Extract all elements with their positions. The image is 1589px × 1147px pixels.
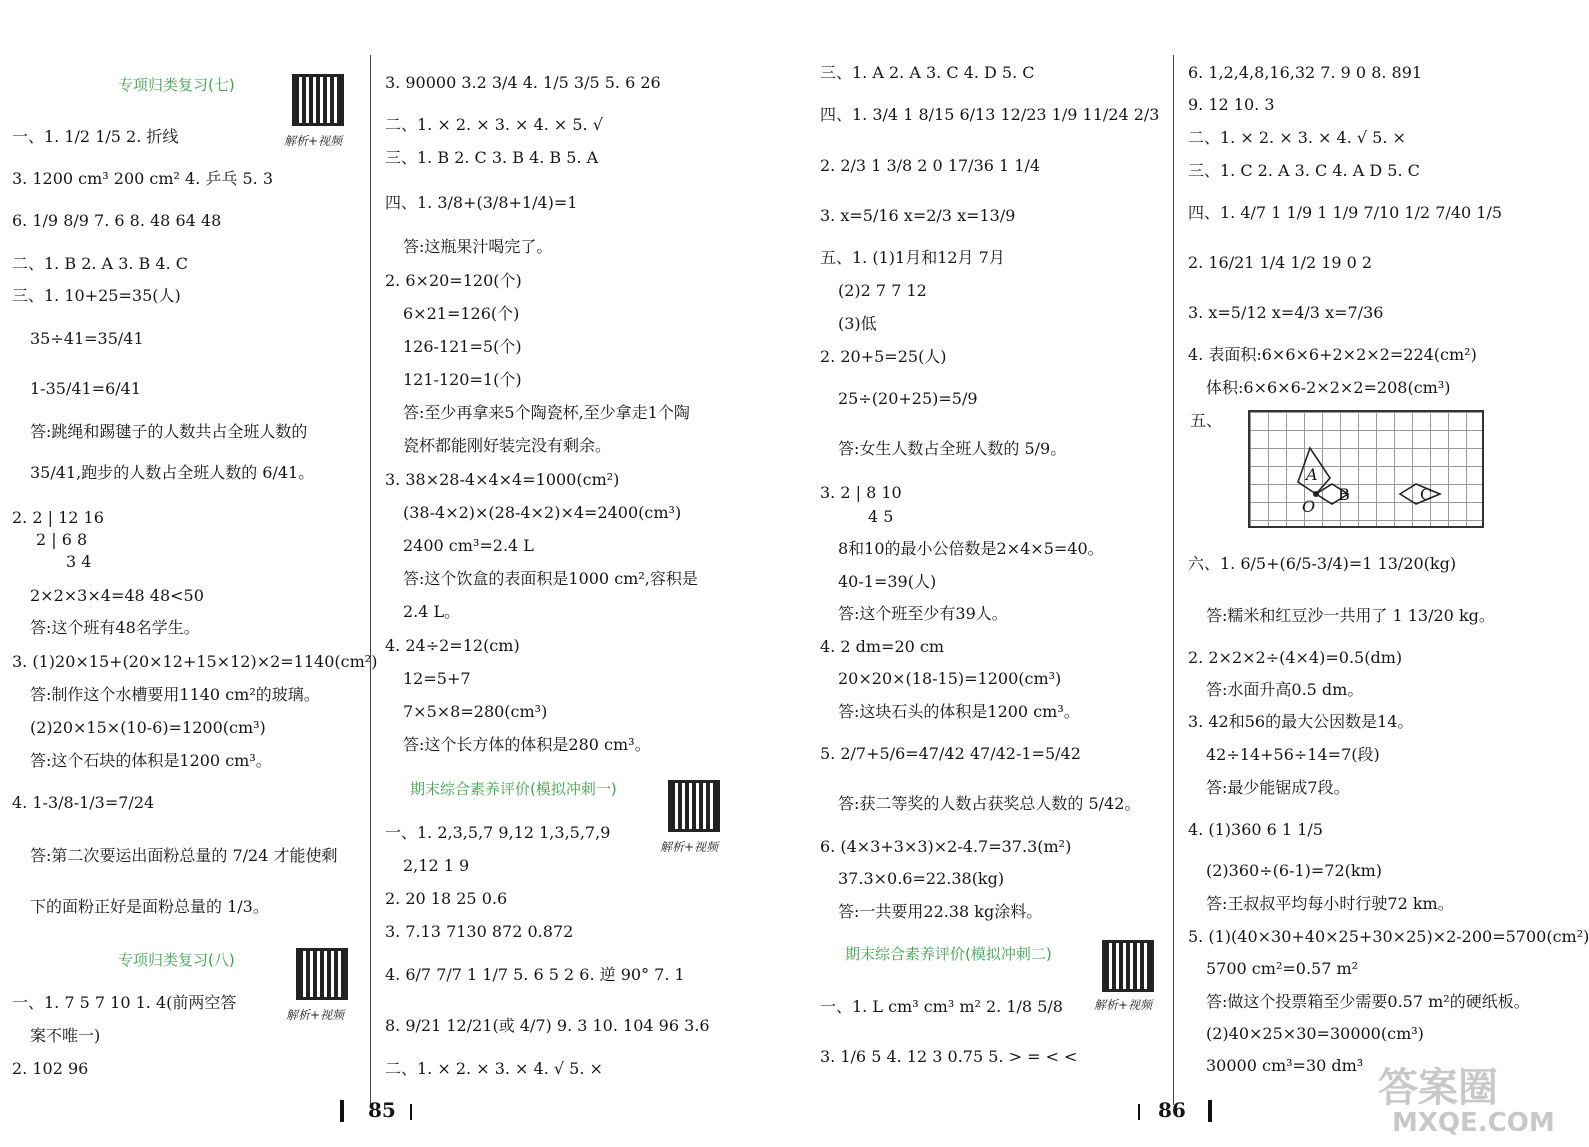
answer-line: 2,12 1 9 bbox=[403, 856, 470, 875]
answer-line: 三、1. C 2. A 3. C 4. A D 5. C bbox=[1188, 161, 1420, 180]
answer-line: 3. 42和56的最大公因数是14。 bbox=[1188, 712, 1414, 731]
answer-line: 四、1. 3/4 1 8/15 6/13 12/23 1/9 11/24 2/3 bbox=[820, 105, 1160, 124]
answer-line: 8. 9/21 12/21(或 4/7) 9. 3 10. 104 96 3.6 bbox=[385, 1016, 710, 1035]
answer-line: 4. 表面积:6×6×6+2×2×2=224(cm²) bbox=[1188, 345, 1477, 364]
answer-line: 42÷14+56÷14=7(段) bbox=[1206, 745, 1380, 764]
qr-code-icon bbox=[296, 948, 348, 1000]
answer-line: 4. 24÷2=12(cm) bbox=[385, 636, 520, 655]
answer-line: 三、1. B 2. C 3. B 4. B 5. A bbox=[385, 148, 599, 167]
answer-line: 答:这块石头的体积是1200 cm³。 bbox=[838, 702, 1080, 721]
answer-line: 3. 38×28-4×4×4=1000(cm²) bbox=[385, 470, 620, 489]
answer-line: 答:女生人数占全班人数的 5/9。 bbox=[838, 439, 1067, 458]
watermark-url: MXQE.COM bbox=[1392, 1108, 1555, 1138]
figure-label-c: C bbox=[1420, 485, 1433, 504]
answer-line: 答:至少再拿来5个陶瓷杯,至少拿走1个陶 bbox=[403, 403, 690, 422]
answer-line: 答:获二等奖的人数占获奖总人数的 5/42。 bbox=[838, 794, 1141, 813]
answer-line: 8和10的最小公倍数是2×4×5=40。 bbox=[838, 539, 1104, 558]
answer-line: 答:跳绳和踢毽子的人数共占全班人数的 bbox=[30, 422, 308, 441]
answer-line: 答:糯米和红豆沙一共用了 1 13/20 kg。 bbox=[1206, 606, 1495, 625]
answer-line: 答:这个班至少有39人。 bbox=[838, 604, 1008, 623]
answer-line: 4. 6/7 7/7 1 1/7 5. 6 5 2 6. 逆 90° 7. 1 bbox=[385, 965, 685, 984]
column-divider bbox=[1173, 55, 1174, 1105]
answer-line: 6. 1,2,4,8,16,32 7. 9 0 8. 891 bbox=[1188, 63, 1423, 82]
answer-line: 5700 cm²=0.57 m² bbox=[1206, 959, 1359, 978]
answer-line: 4 5 bbox=[868, 507, 894, 526]
answer-line: 一、1. L cm³ cm³ m² 2. 1/8 5/8 bbox=[820, 997, 1063, 1016]
qr-caption: 解析+视频 bbox=[660, 840, 719, 854]
answer-line: 25÷(20+25)=5/9 bbox=[838, 389, 978, 408]
answer-line: 一、1. 1/2 1/5 2. 折线 bbox=[12, 127, 179, 146]
answer-line: 二、1. B 2. A 3. B 4. C bbox=[12, 254, 188, 273]
answer-line: 126-121=5(个) bbox=[403, 337, 522, 356]
section-heading: 专项归类复习(八) bbox=[118, 951, 235, 969]
answer-line: 2×2×3×4=48 48<50 bbox=[30, 586, 204, 605]
answer-line: 2 | 6 8 bbox=[36, 530, 88, 549]
answer-line: 四、1. 3/8+(3/8+1/4)=1 bbox=[385, 193, 578, 212]
figure-label-a: A bbox=[1306, 465, 1318, 484]
answer-line: 案不唯一) bbox=[30, 1026, 101, 1045]
answer-line: 2400 cm³=2.4 L bbox=[403, 536, 534, 555]
answer-line: 3. 1200 cm³ 200 cm² 4. 乒乓 5. 3 bbox=[12, 169, 274, 188]
section-heading: 专项归类复习(七) bbox=[118, 76, 235, 94]
figure-label-b: B bbox=[1338, 485, 1350, 504]
answer-line: 答:这瓶果汁喝完了。 bbox=[403, 237, 553, 256]
page-number-left: 85 bbox=[368, 1098, 396, 1122]
answer-line: 9. 12 10. 3 bbox=[1188, 95, 1275, 114]
answer-line: 五、 bbox=[1190, 411, 1223, 430]
qr-caption: 解析+视频 bbox=[1094, 998, 1153, 1012]
answer-line: (38-4×2)×(28-4×2)×4=2400(cm³) bbox=[403, 503, 682, 522]
answer-line: 答:一共要用22.38 kg涂料。 bbox=[838, 902, 1043, 921]
answer-line: 3. (1)20×15+(20×12+15×12)×2=1140(cm²) bbox=[12, 652, 378, 671]
section-heading: 期末综合素养评价(模拟冲刺二) bbox=[845, 945, 1052, 963]
answer-line: (2)2 7 7 12 bbox=[838, 281, 927, 300]
answer-line: 二、1. × 2. × 3. × 4. √ 5. × bbox=[385, 1059, 603, 1078]
figure-label-o: O bbox=[1302, 497, 1316, 516]
qr-code-icon bbox=[292, 74, 344, 126]
answer-line: 6. 1/9 8/9 7. 6 8. 48 64 48 bbox=[12, 211, 222, 230]
answer-line: 6. (4×3+3×3)×2-4.7=37.3(m²) bbox=[820, 837, 1072, 856]
qr-caption: 解析+视频 bbox=[284, 134, 343, 148]
page-number-right: 86 bbox=[1158, 1098, 1186, 1122]
page-marker bbox=[340, 1100, 344, 1122]
answer-line: 答:这个班有48名学生。 bbox=[30, 618, 200, 637]
answer-line: 2. 2×2×2÷(4×4)=0.5(dm) bbox=[1188, 648, 1403, 667]
answer-line: 一、1. 2,3,5,7 9,12 1,3,5,7,9 bbox=[385, 823, 611, 842]
answer-line: 二、1. × 2. × 3. × 4. √ 5. × bbox=[1188, 128, 1406, 147]
answer-line: 4. 2 dm=20 cm bbox=[820, 637, 945, 656]
answer-line: 2. 20 18 25 0.6 bbox=[385, 889, 508, 908]
answer-line: (2)40×25×30=30000(cm³) bbox=[1206, 1024, 1424, 1043]
answer-line: 4. (1)360 6 1 1/5 bbox=[1188, 820, 1323, 839]
answer-line: 答:这个石块的体积是1200 cm³。 bbox=[30, 751, 272, 770]
qr-code-icon bbox=[668, 780, 720, 832]
answer-line: 四、1. 4/7 1 1/9 1 1/9 7/10 1/2 7/40 1/5 bbox=[1188, 203, 1503, 222]
answer-line: 一、1. 7 5 7 10 1. 4(前两空答 bbox=[12, 993, 237, 1012]
answer-line: 答:这个饮盒的表面积是1000 cm²,容积是 bbox=[403, 569, 698, 588]
section-heading: 期末综合素养评价(模拟冲刺一) bbox=[410, 780, 617, 798]
answer-line: 5. (1)(40×30+40×25+30×25)×2-200=5700(cm²) bbox=[1188, 927, 1589, 946]
qr-code-icon bbox=[1102, 940, 1154, 992]
answer-line: 3. 90000 3.2 3/4 4. 1/5 3/5 5. 6 26 bbox=[385, 73, 661, 92]
answer-line: (2)360÷(6-1)=72(km) bbox=[1206, 861, 1382, 880]
answer-line: 37.3×0.6=22.38(kg) bbox=[838, 869, 1005, 888]
answer-line: 6×21=126(个) bbox=[403, 304, 520, 323]
answer-line: 六、1. 6/5+(6/5-3/4)=1 13/20(kg) bbox=[1188, 554, 1457, 573]
answer-line: 35÷41=35/41 bbox=[30, 329, 144, 348]
answer-line: 2. 20+5=25(人) bbox=[820, 347, 947, 366]
answer-line: 2. 102 96 bbox=[12, 1059, 89, 1078]
answer-line: 答:王叔叔平均每小时行驶72 km。 bbox=[1206, 894, 1454, 913]
answer-line: 30000 cm³=30 dm³ bbox=[1206, 1056, 1364, 1075]
answer-line: 体积:6×6×6-2×2×2=208(cm³) bbox=[1206, 378, 1451, 397]
answer-line: 3. x=5/12 x=4/3 x=7/36 bbox=[1188, 303, 1384, 322]
answer-line: 1-35/41=6/41 bbox=[30, 379, 142, 398]
answer-line: 3. 1/6 5 4. 12 3 0.75 5. > = < < bbox=[820, 1047, 1078, 1066]
answer-line: 3. 2 | 8 10 bbox=[820, 483, 902, 502]
answer-line: 121-120=1(个) bbox=[403, 370, 522, 389]
page-marker bbox=[1138, 1104, 1140, 1120]
answer-line: 瓷杯都能刚好装完没有剩余。 bbox=[403, 436, 612, 455]
answer-line: 三、1. 10+25=35(人) bbox=[12, 286, 181, 305]
answer-line: 40-1=39(人) bbox=[838, 572, 937, 591]
page-marker bbox=[1208, 1100, 1212, 1122]
answer-line: 3. 7.13 7130 872 0.872 bbox=[385, 922, 574, 941]
answer-line: 二、1. × 2. × 3. × 4. × 5. √ bbox=[385, 115, 603, 134]
answer-line: 4. 1-3/8-1/3=7/24 bbox=[12, 793, 155, 812]
answer-line: 三、1. A 2. A 3. C 4. D 5. C bbox=[820, 63, 1035, 82]
grid-figure-shapes bbox=[1250, 412, 1482, 526]
answer-line: 3 4 bbox=[66, 552, 92, 571]
grid-figure bbox=[1248, 410, 1484, 528]
answer-line: (2)20×15×(10-6)=1200(cm³) bbox=[30, 718, 266, 737]
answer-line: 7×5×8=280(cm³) bbox=[403, 702, 548, 721]
answer-line: 答:第二次要运出面粉总量的 7/24 才能使剩 bbox=[30, 846, 338, 865]
answer-line: 35/41,跑步的人数占全班人数的 6/41。 bbox=[30, 463, 315, 482]
answer-line: 2. 16/21 1/4 1/2 19 0 2 bbox=[1188, 253, 1373, 272]
answer-line: 答:这个长方体的体积是280 cm³。 bbox=[403, 735, 651, 754]
column-divider bbox=[370, 55, 371, 1105]
answer-line: 20×20×(18-15)=1200(cm³) bbox=[838, 669, 1062, 688]
answer-line: 答:制作这个水槽要用1140 cm²的玻璃。 bbox=[30, 685, 320, 704]
answer-line: 12=5+7 bbox=[403, 669, 471, 688]
answer-line: 2. 6×20=120(个) bbox=[385, 271, 522, 290]
answer-line: 下的面粉正好是面粉总量的 1/3。 bbox=[30, 897, 269, 916]
answer-line: 3. x=5/16 x=2/3 x=13/9 bbox=[820, 206, 1016, 225]
answer-line: (3)低 bbox=[838, 314, 877, 333]
answer-line: 答:水面升高0.5 dm。 bbox=[1206, 680, 1364, 699]
answer-line: 2. 2/3 1 3/8 2 0 17/36 1 1/4 bbox=[820, 156, 1041, 175]
watermark-logo: 答案圈 bbox=[1378, 1065, 1498, 1111]
answer-line: 答:做这个投票箱至少需要0.57 m²的硬纸板。 bbox=[1206, 992, 1530, 1011]
answer-line: 5. 2/7+5/6=47/42 47/42-1=5/42 bbox=[820, 744, 1081, 763]
page-marker bbox=[410, 1104, 412, 1120]
answer-line: 答:最少能锯成7段。 bbox=[1206, 778, 1350, 797]
answer-line: 2.4 L。 bbox=[403, 602, 461, 621]
answer-line: 2. 2 | 12 16 bbox=[12, 508, 104, 527]
qr-caption: 解析+视频 bbox=[286, 1008, 345, 1022]
answer-line: 五、1. (1)1月和12月 7月 bbox=[820, 248, 1005, 267]
